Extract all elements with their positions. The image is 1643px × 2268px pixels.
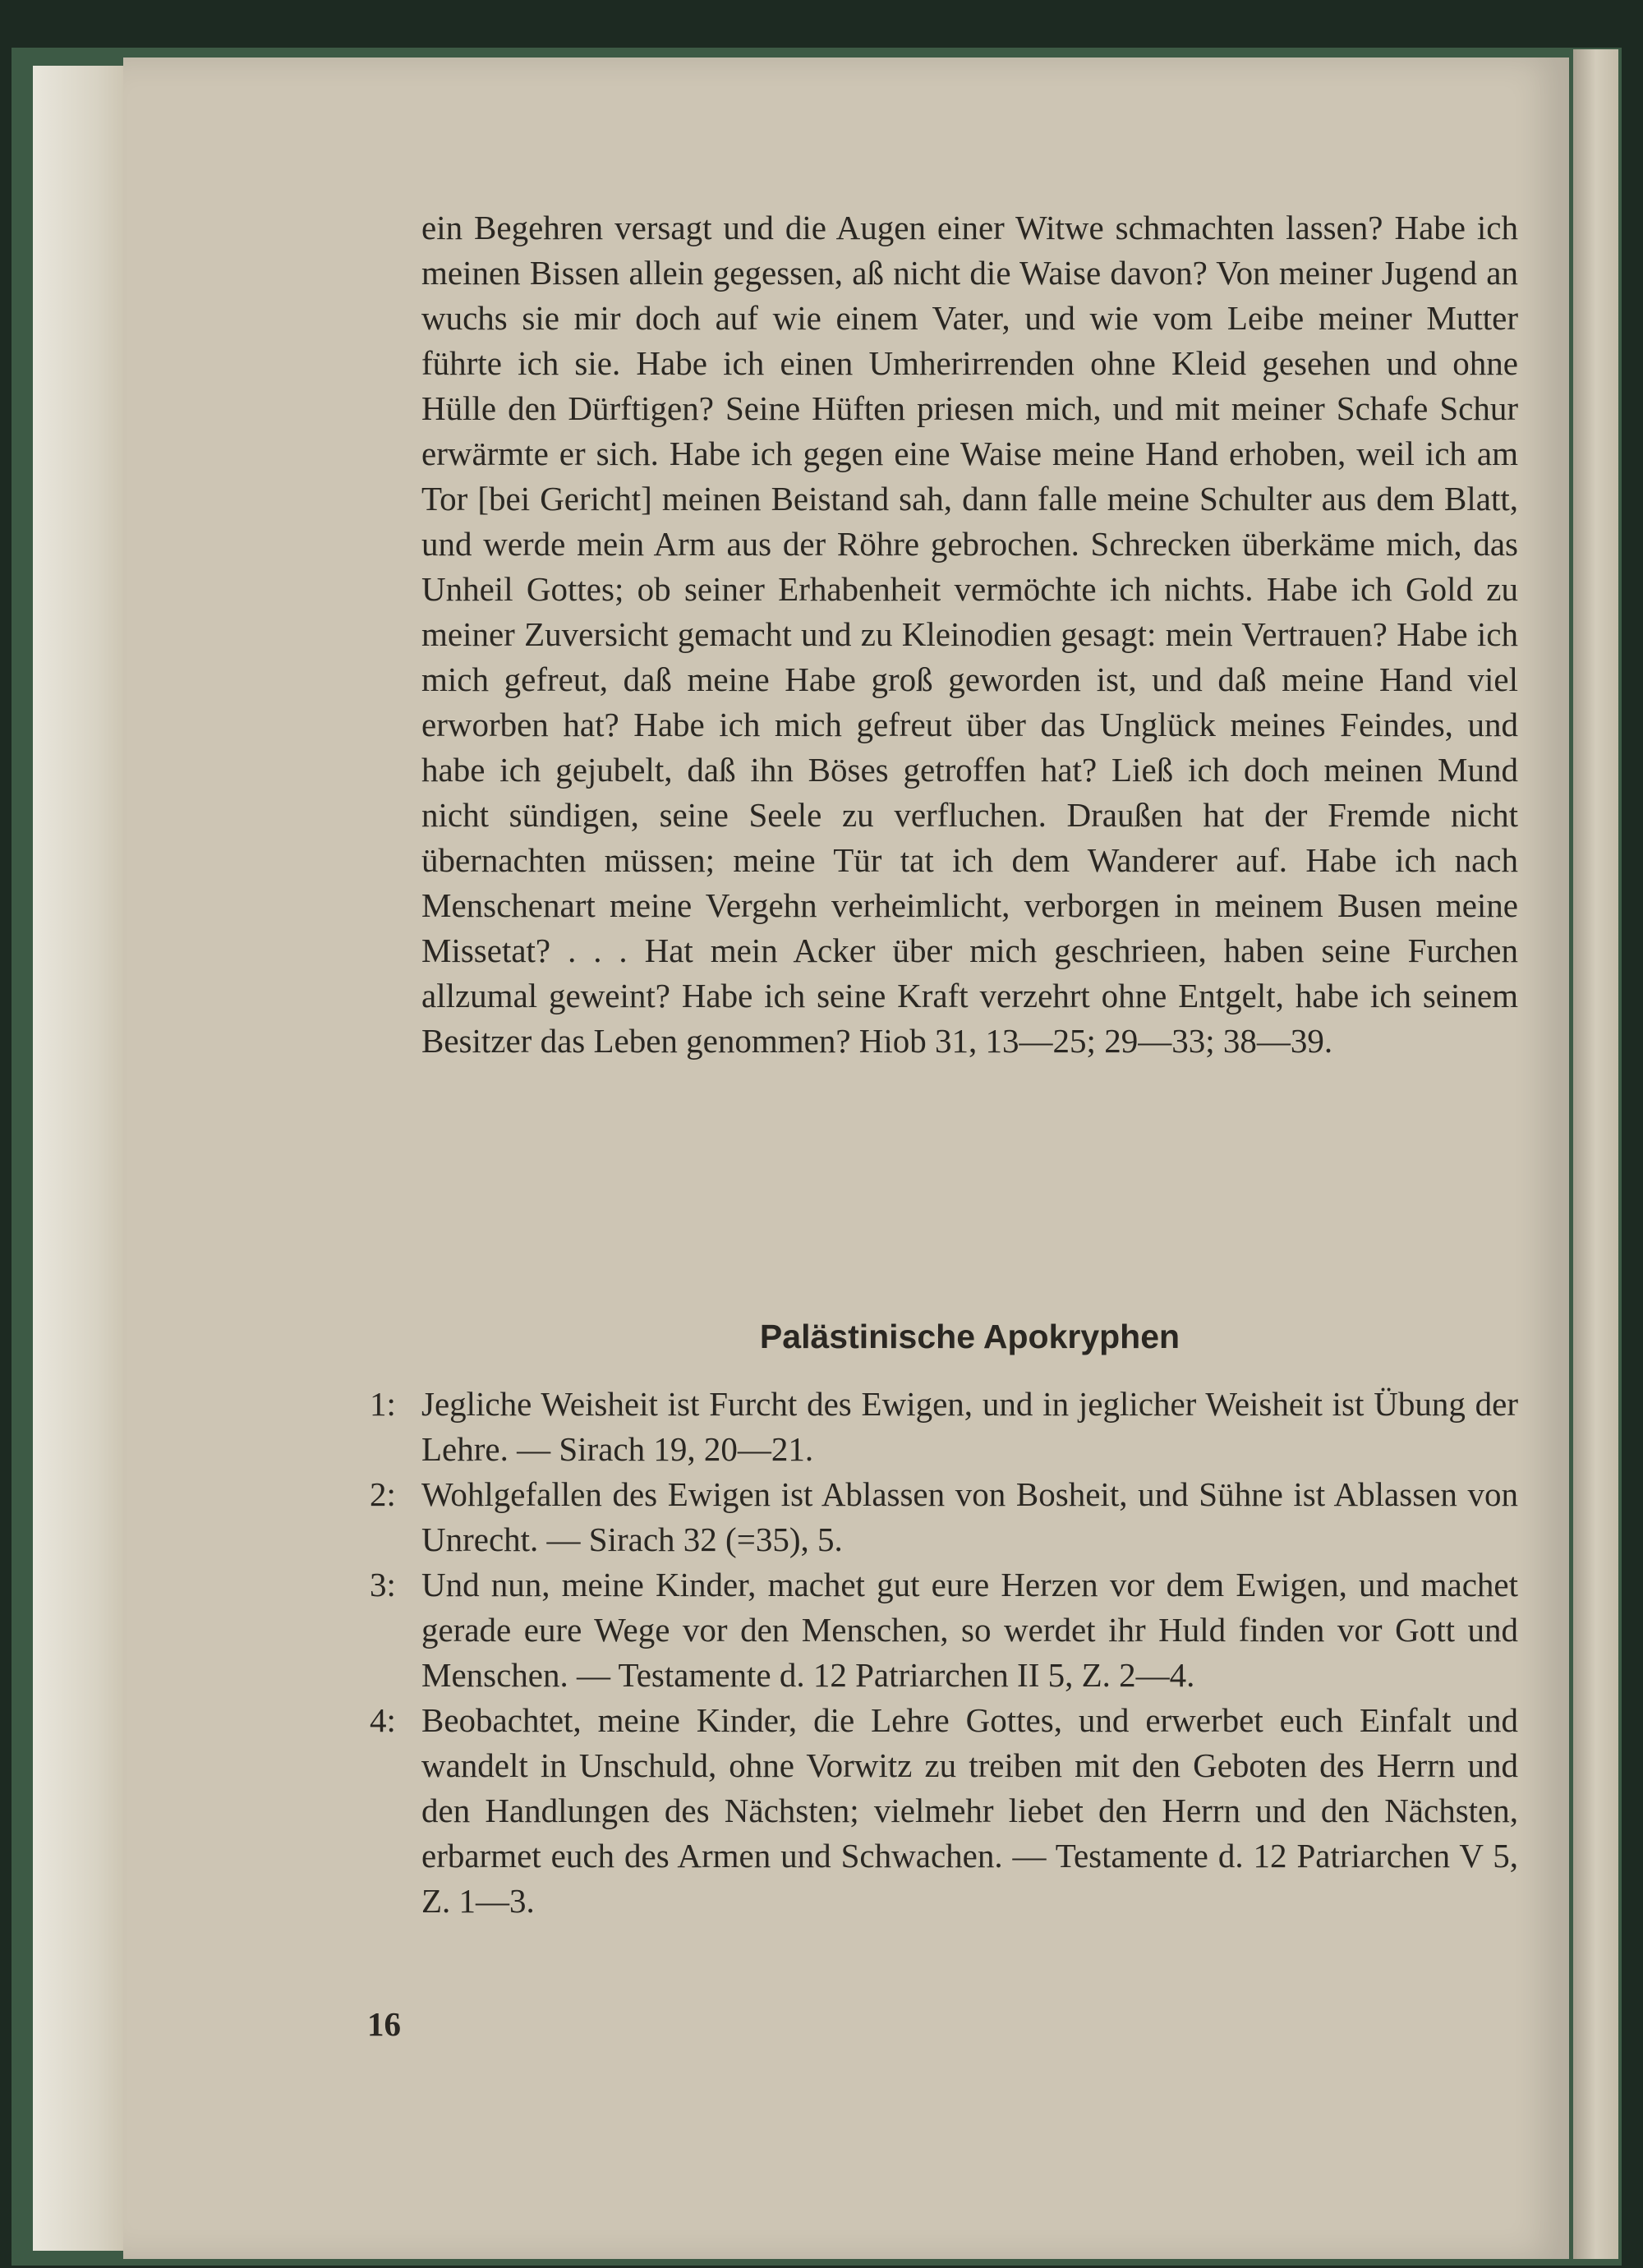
list-item bbox=[370, 1382, 1518, 1472]
page-fore-edge bbox=[1573, 49, 1618, 2259]
page-edges bbox=[33, 66, 123, 2251]
item-number: 3: bbox=[370, 1566, 396, 1603]
list-item bbox=[370, 1562, 1518, 1698]
item-number: 4: bbox=[370, 1701, 396, 1739]
section-heading: Palästinische Apokryphen bbox=[759, 1318, 1180, 1355]
body-text-block bbox=[421, 205, 1518, 1064]
item-text: Wohlgefallen des Ewigen ist Ablassen von Bosheit, und Sühne ist Ablassen von Unrecht. — Sirach 32 (=35), 5. bbox=[421, 1475, 1518, 1558]
item-text: Jegliche Weisheit ist Furcht des Ewigen, und in jeglicher Weisheit ist Übung der Lehre. — Sirach 19, 20—21. bbox=[421, 1385, 1518, 1468]
list-item bbox=[370, 1698, 1518, 1924]
item-text: Beobachtet, meine Kinder, die Lehre Gottes, und erwerbet euch Einfalt und wandelt in Unschuld, ohne Vorwitz zu treiben mit den Geboten des Herrn und den Handlungen des Nächsten; vielmehr liebet den Herrn und den Nächsten, erbarmet euch des Armen und Schwachen. — Testamente d. 12 Patriarchen V 5, Z. 1—3. bbox=[421, 1701, 1518, 1920]
numbered-list bbox=[370, 1382, 1518, 1924]
page-number: 16 bbox=[367, 2005, 401, 2043]
item-number: 1: bbox=[370, 1385, 396, 1423]
body-paragraph: ein Begehren versagt und die Augen einer Witwe schmachten lassen? Habe ich meinen Bissen allein gegessen, aß nicht die Waise davon? Von meiner Jugend an wuchs sie mir doch auf wie einem Vater, und wie vom Leibe meiner Mutter führte ich sie. Habe ich einen Umherirrenden ohne Kleid gesehen und ohne Hülle den Dürftigen? Seine Hüften priesen mich, und mit meiner Schafe Schur erwärmte er sich. Habe ich gegen eine Waise meine Hand erhoben, weil ich am Tor [bei Gericht] meinen Beistand sah, dann falle meine Schulter aus dem Blatt, und werde mein Arm aus der Röhre gebrochen. Schrecken überkäme mich, das Unheil Gottes; ob seiner Erhabenheit vermöchte ich nichts. Habe ich Gold zu meiner Zuversicht gemacht und zu Kleinodien gesagt: mein Vertrauen? Habe ich mich gefreut, daß meine Habe groß geworden ist, und daß meine Hand viel erworben hat? Habe ich mich gefreut über das Unglück meines Feindes, und habe ich gejubelt, daß ihn Böses getroffen hat? Ließ ich doch meinen Mund nicht sündigen, seine Seele zu verfluchen. Draußen hat der Fremde nicht übernachten müssen; meine Tür tat ich dem Wanderer auf. Habe ich nach Menschenart meine Vergehn verheimlicht, verborgen in meinem Busen meine Missetat? . . . Hat mein Acker über mich geschrieen, haben seine Furchen allzumal geweint? Habe ich seine Kraft verzehrt ohne Entgelt, habe ich seinem Besitzer das Leben genommen? Hiob 31, 13—25; 29—33; 38—39. bbox=[421, 209, 1518, 1060]
item-number: 2: bbox=[370, 1475, 396, 1513]
list-item bbox=[370, 1472, 1518, 1562]
item-text: Und nun, meine Kinder, machet gut eure Herzen vor dem Ewigen, und machet gerade eure Wege vor den Menschen, so werdet ihr Huld finden vor Gott und Menschen. — Testamente d. 12 Patriarchen II 5, Z. 2—4. bbox=[421, 1566, 1518, 1694]
